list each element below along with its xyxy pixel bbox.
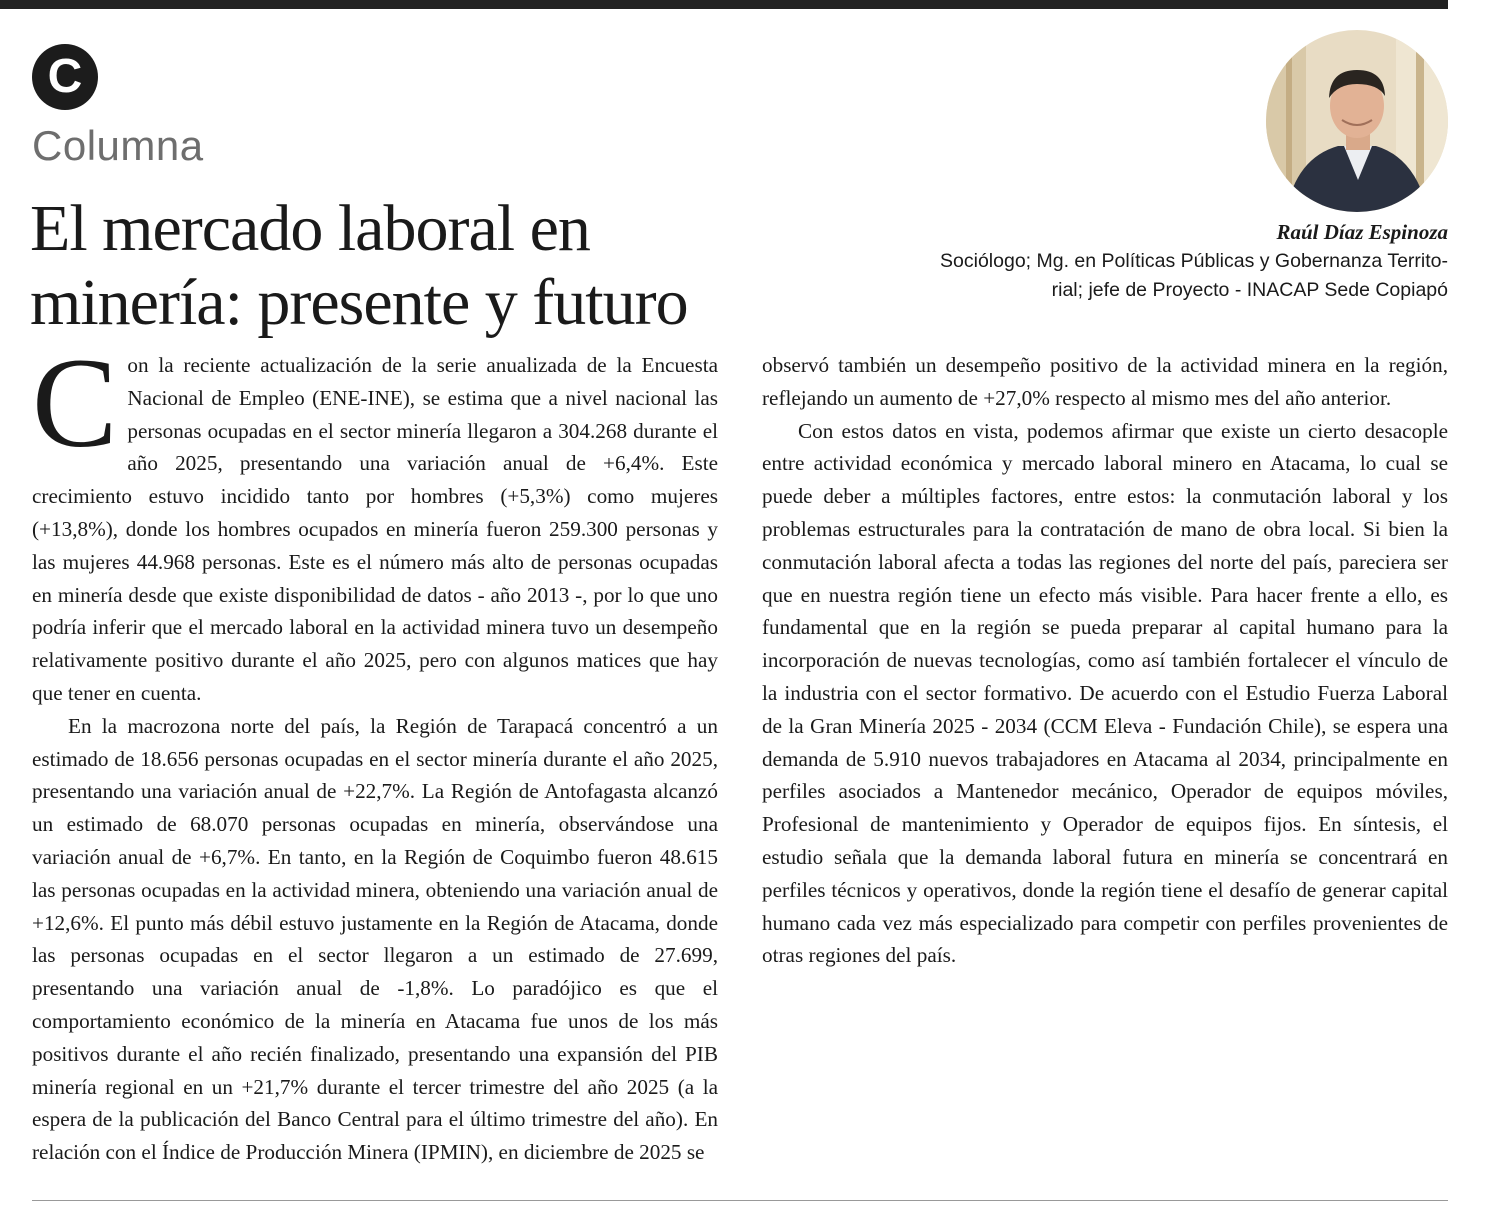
article-paragraph-2: En la macrozona norte del país, la Región de Tarapacá concentró a un estimado de 18.656 personas ocupadas en el sector minería durante el año 2025, presentando una variación anual de +22,7%. La Región de Antofagasta alcanzó un estimado de 68.070 personas ocupadas en minería, observándose una variación anual de +6,7%. En tanto, en la Región de Coquimbo fueron 48.615 las personas ocupadas en la actividad minera, obteniendo una variación anual de +12,6%. El punto más débil estuvo justamente en la Región de Atacama, donde las personas ocupadas en el sector llegaron a un estimado de 27.699, presentando una variación anual de -1,8%. Lo paradójico es que el comportamiento económico de la minería en Atacama fue unos de los más positivos durante el año recién finalizado, presentando una expansión del PIB minería regional en un +21,7% durante el tercer trimestre del año 2025 (a la espera de la publicación del Banco Central para el último trimestre del año). En relación con el Índice de Producción Minera (IPMIN), en diciembre de 2025 se (32, 713, 718, 1165)
author-credentials-line1: Sociólogo; Mg. en Políticas Públicas y Gobernanza Territo- (940, 250, 1448, 272)
bottom-rule (32, 1200, 1448, 1201)
drop-cap: C (32, 332, 118, 474)
article-paragraph-2-continued: observó también un desempeño positivo de la actividad minera en la región, reflejando un aumento de +27,0% respecto al mismo mes del año anterior. (762, 353, 1448, 410)
article-paragraph-3: Con estos datos en vista, podemos afirmar que existe un cierto desacople entre actividad económica y mercado laboral minero en Atacama, lo cual se puede deber a múltiples factores, entre estos: la conmutación laboral y los problemas estructurales para la contratación de mano de obra local. Si bien la conmutación laboral afecta a todas las regiones del norte del país, pareciera ser que en nuestra región tiene un efecto más visible. Para hacer frente a ello, es fundamental que en la región se pueda preparar al capital humano para la incorporación de nuevas tecnologías, como así también fortalecer el vínculo de la industria con el sector formativo. De acuerdo con el Estudio Fuerza Laboral de la Gran Minería 2025 - 2034 (CCM Eleva - Fundación Chile), se espera una demanda de 5.910 nuevos trabajadores en Atacama al 2034, principalmente en perfiles asociados a Mantenedor mecánico, Operador de equipos móviles, Profesional de mantenimiento y Operador de equipos fijos. En síntesis, el estudio señala que la demanda laboral futura en minería se concentrará en perfiles técnicos y operativos, donde la región tiene el desafío de generar capital humano cada vez más especializado para competir con perfiles provenientes de otras regiones del país. (762, 418, 1448, 968)
section-label: Columna (32, 122, 204, 169)
paragraph-1-text: on la reciente actualización de la serie anualizada de la Encuesta Nacional de Empleo (ENE-INE), se estima que a nivel nacional las personas ocupadas en el sector minería llegaron a 304.268 durante el año 2025, presentando una variación anual de +6,4%. Este crecimiento estuvo incidido tanto por hombres (+5,3%) como mujeres (+13,8%), donde los hombres ocupados en minería fueron 259.300 personas y las mujeres 44.968 personas. Este es el número más alto de personas ocupadas en minería desde que existe disponibilidad de datos - año 2013 -, por lo que uno podría inferir que el mercado laboral en la actividad minera tuvo un desempeño relativamente positivo durante el año 2025, pero con algunos matices que hay que tener en cuenta. (32, 353, 718, 705)
article-column-left (32, 332, 718, 1169)
article-paragraph-1 (32, 332, 718, 710)
author-name: Raúl Díaz Espinoza (1276, 220, 1448, 244)
author-credentials-line2: rial; jefe de Proyecto - INACAP Sede Copiapó (1051, 279, 1448, 301)
author-photo (1266, 30, 1448, 212)
article-column-right (762, 349, 1448, 972)
headline: El mercado laboral en minería: presente y futuro (30, 192, 688, 339)
top-rule (0, 0, 1448, 9)
author-byline (808, 218, 1448, 305)
column-badge: C (32, 44, 98, 110)
